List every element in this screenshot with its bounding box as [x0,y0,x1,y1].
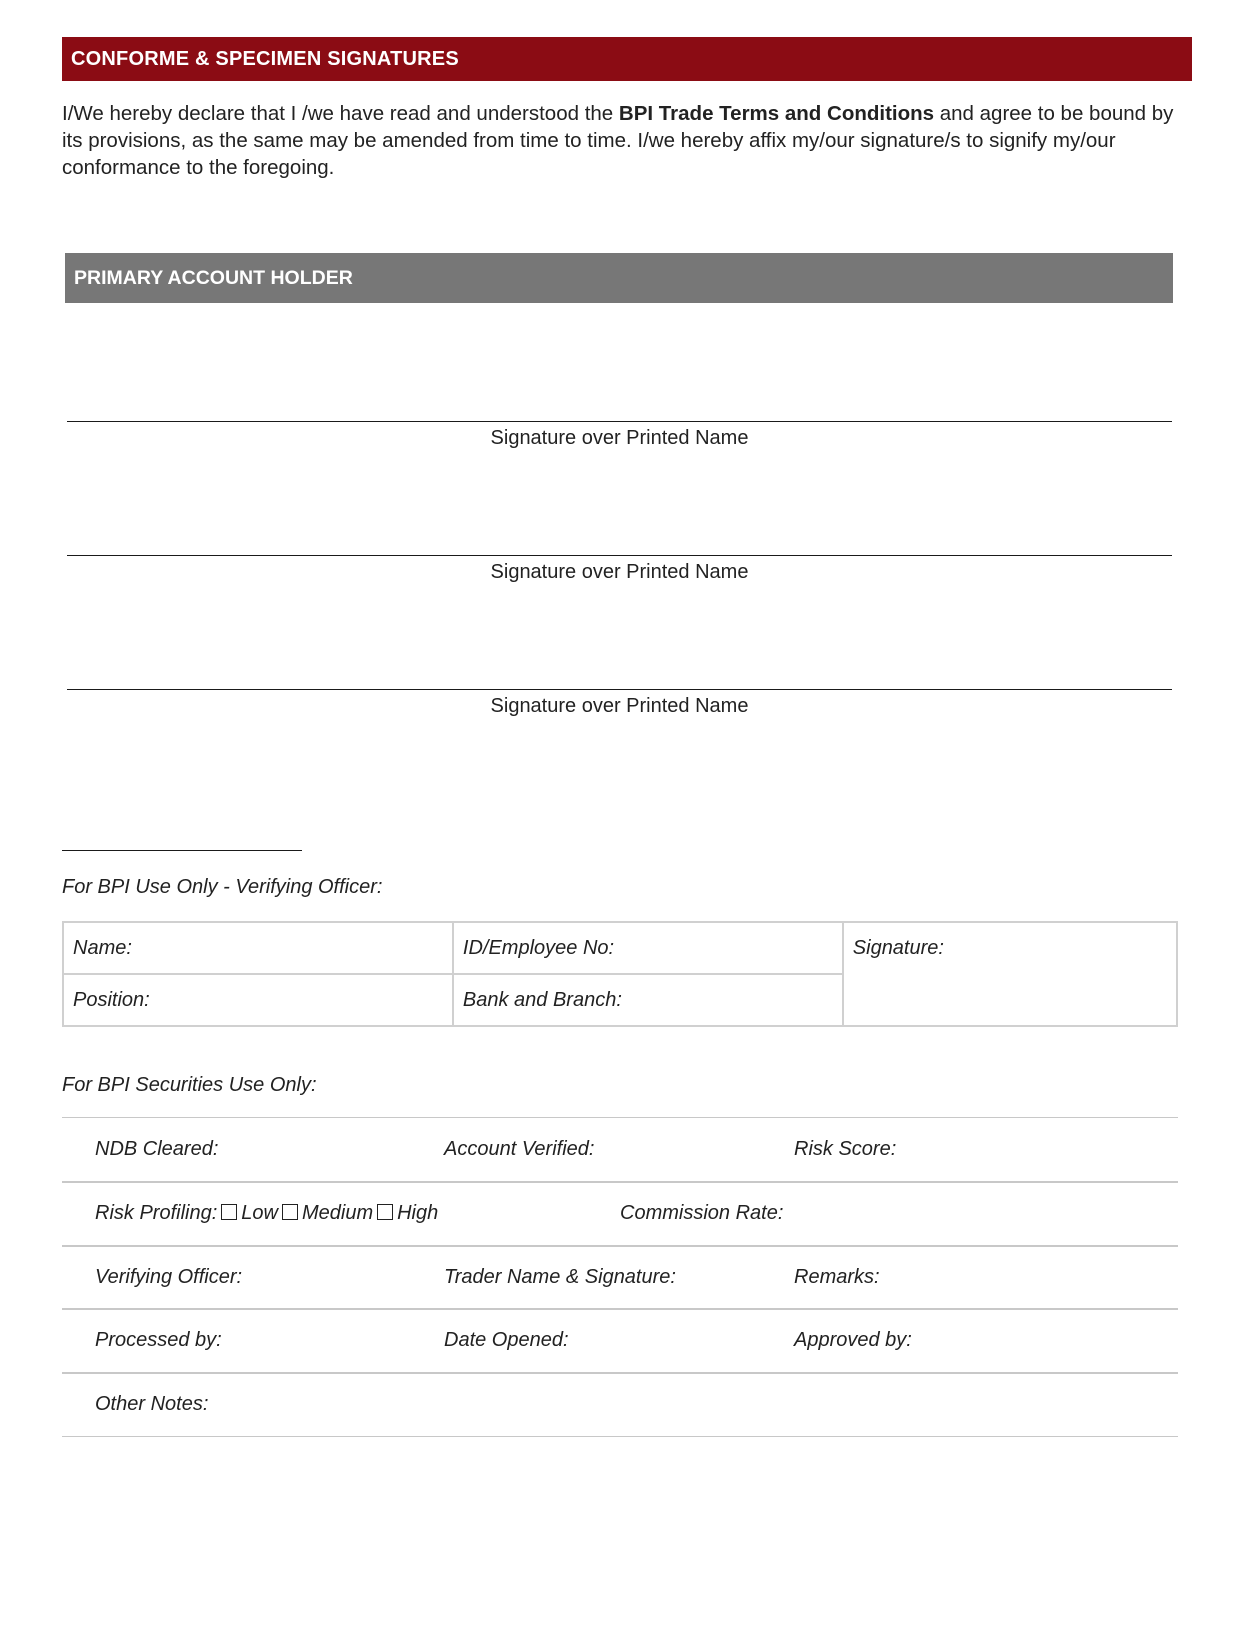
row-divider [62,1117,1178,1118]
employee-id-label: ID/Employee No: [462,937,615,959]
position-label: Position: [73,989,150,1011]
risk-score-label: Risk Score: [794,1138,897,1160]
bank-branch-field[interactable] [453,974,843,1026]
row-divider [62,1308,1178,1310]
date-opened-label: Date Opened: [444,1329,569,1351]
verifying-officer-table [62,921,1178,1027]
signature-line-1[interactable] [67,421,1172,422]
approved-by-label: Approved by: [794,1329,912,1351]
declaration-text-start: I/We hereby declare that I /we have read and understood the [62,102,619,125]
remarks-label: Remarks: [794,1266,880,1288]
officer-signature-label: Signature: [852,937,944,959]
medium-checkbox[interactable] [282,1204,298,1220]
officer-signature-field[interactable] [843,922,1177,1026]
signature-line-3[interactable] [67,689,1172,690]
row-divider [62,1181,1178,1183]
risk-profiling-label: Risk Profiling: [95,1202,218,1224]
signature-line-2[interactable] [67,555,1172,556]
verifying-officer-label: Verifying Officer: [95,1266,243,1288]
high-checkbox[interactable] [377,1204,393,1220]
low-label: Low [241,1202,278,1224]
verifying-officer-title: For BPI Use Only - Verifying Officer: [62,876,383,898]
declaration-text-end: and agree to be bound by its provisions, as the same may be amended from time to time. I/we hereby affix my/our signature/s to signify my/our conformance to the foregoing. [62,102,1174,179]
section-header-conforme [62,37,1192,81]
row-divider [62,1372,1178,1374]
high-label: High [397,1202,439,1224]
row-divider [62,1245,1178,1247]
processed-by-label: Processed by: [95,1329,222,1351]
separator-line [62,850,302,851]
commission-rate-label: Commission Rate: [620,1202,784,1224]
other-notes-label: Other Notes: [95,1393,209,1415]
declaration-paragraph [62,100,1194,181]
signature-label-1: Signature over Printed Name [490,427,749,449]
ndb-cleared-label: NDB Cleared: [95,1138,219,1160]
signature-label-3: Signature over Printed Name [490,695,749,717]
name-field[interactable] [63,922,453,974]
securities-use-title: For BPI Securities Use Only: [62,1074,317,1096]
section-title: CONFORME & SPECIMEN SIGNATURES [71,48,459,70]
name-label: Name: [73,937,132,959]
row-divider [62,1436,1178,1437]
primary-account-holder-header [65,253,1173,303]
trader-label: Trader Name & Signature: [444,1266,676,1288]
low-checkbox[interactable] [221,1204,237,1220]
risk-profiling-row [95,1202,438,1225]
bank-branch-label: Bank and Branch: [462,989,622,1011]
employee-id-field[interactable] [453,922,843,974]
primary-account-holder-title: PRIMARY ACCOUNT HOLDER [74,267,353,289]
signature-label-2: Signature over Printed Name [490,561,749,583]
terms-bold-text: BPI Trade Terms and Conditions [618,102,935,125]
position-field[interactable] [63,974,453,1026]
account-verified-label: Account Verified: [444,1138,595,1160]
medium-label: Medium [301,1202,374,1224]
